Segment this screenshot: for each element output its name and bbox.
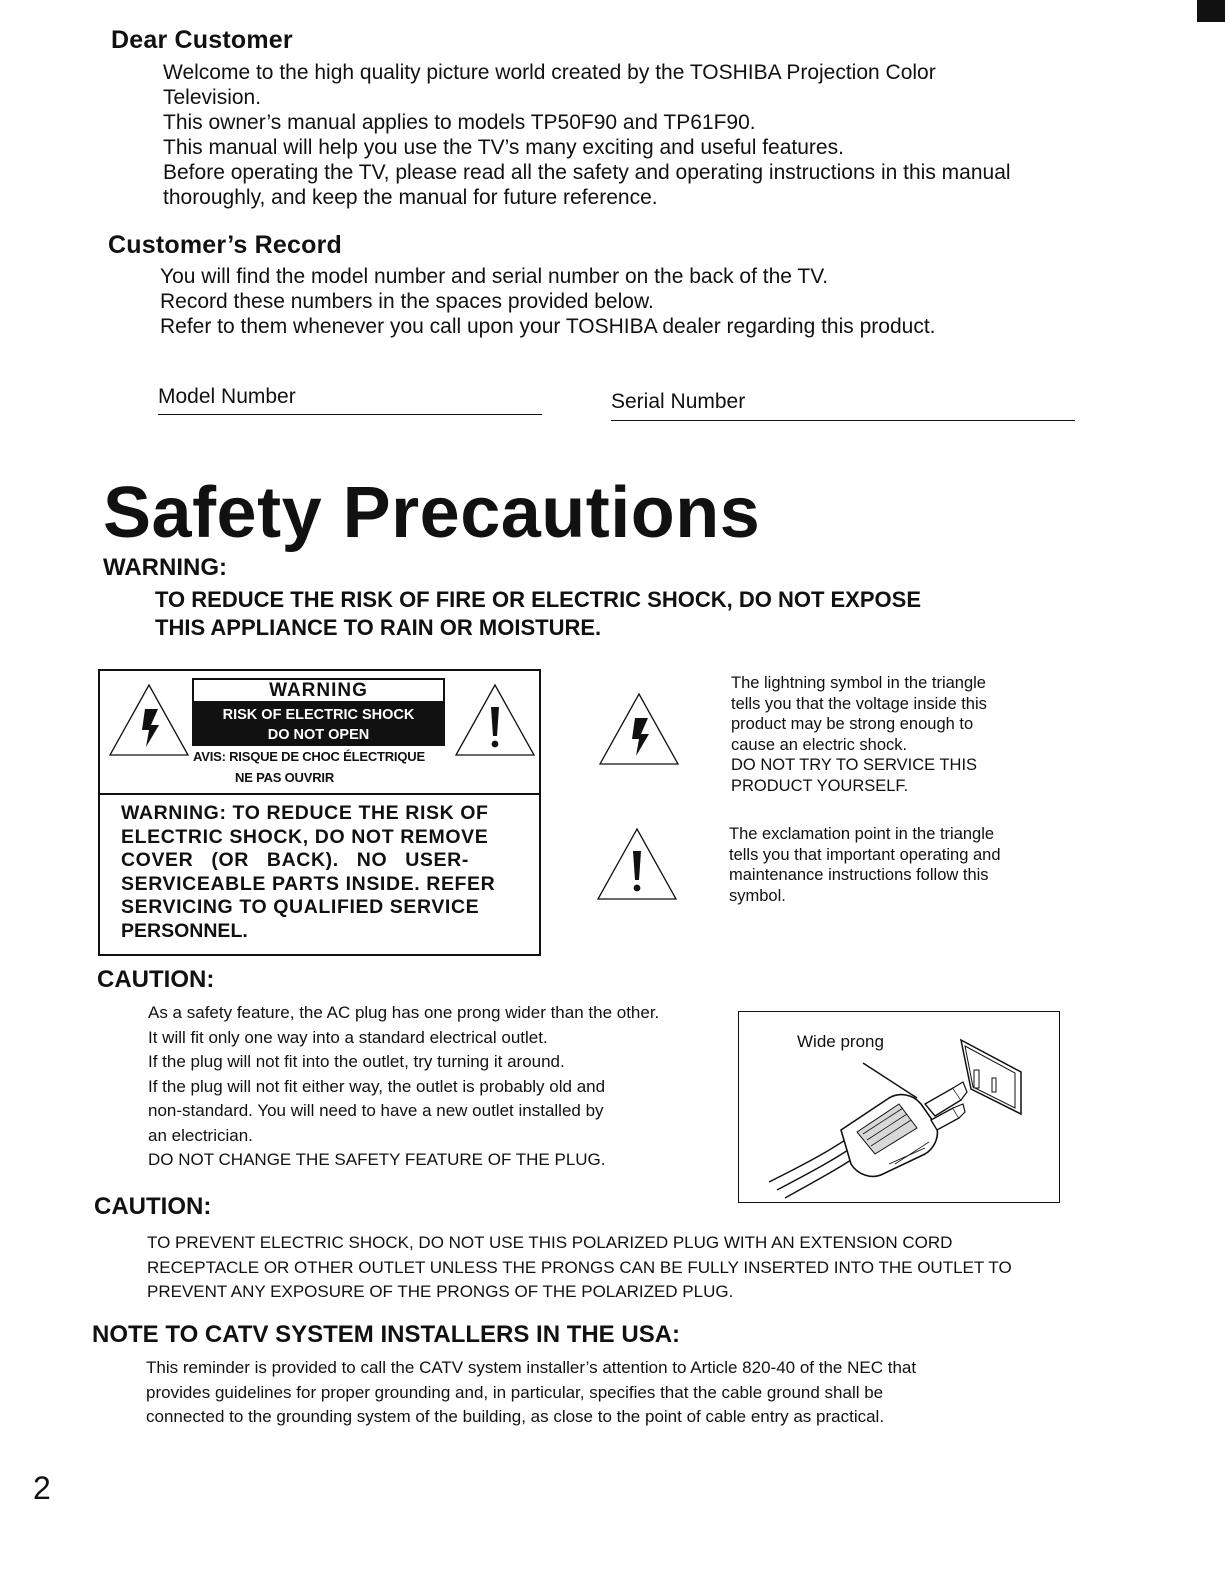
exclamation-desc-line: The exclamation point in the triangle — [729, 825, 995, 843]
exclamation-symbol-description — [729, 824, 1001, 906]
risk-banner-line: RISK OF ELECTRIC SHOCK — [222, 707, 415, 723]
avis-line: AVIS: RISQUE DE CHOC ÉLECTRIQUE — [193, 749, 425, 764]
caution-line: non-standard. You will need to have a new outlet installed by — [148, 1101, 604, 1120]
label-body-line: ELECTRIC SHOCK, DO NOT REMOVE — [121, 825, 489, 848]
model-number-label: Model Number — [158, 385, 296, 408]
dear-customer-line: This manual will help you use the TV’s many exciting and useful features. — [163, 136, 844, 159]
exclamation-desc-line: tells you that important operating and — [729, 845, 1001, 864]
customers-record-heading: Customer’s Record — [108, 231, 343, 259]
dear-customer-line: thoroughly, and keep the manual for future reference. — [163, 186, 658, 209]
label-divider — [98, 793, 541, 795]
customers-record-line: Refer to them whenever you call upon your TOSHIBA dealer regarding this product. — [160, 315, 936, 338]
lightning-triangle-icon — [108, 683, 190, 757]
caution-line: TO PREVENT ELECTRIC SHOCK, DO NOT USE THIS POLARIZED PLUG WITH AN EXTENSION CORD — [147, 1233, 953, 1252]
exclamation-symbol-icon — [596, 827, 678, 901]
label-body-line: COVER (OR BACK). NO USER- — [121, 849, 469, 871]
avis-line: NE PAS OUVRIR — [235, 770, 335, 785]
label-body-line: WARNING: TO REDUCE THE RISK OF — [121, 802, 489, 824]
risk-banner-line: DO NOT OPEN — [267, 727, 370, 743]
serial-number-field[interactable] — [611, 420, 1075, 421]
label-body-line: SERVICEABLE PARTS INSIDE. REFER — [121, 872, 496, 895]
warning-statement — [155, 586, 921, 642]
lightning-symbol-description — [731, 673, 987, 796]
caution-line: If the plug will not fit into the outlet, try turning it around. — [148, 1052, 565, 1071]
exclamation-desc-line: symbol. — [729, 886, 786, 905]
caution-plug-body — [148, 1001, 659, 1173]
caution-line: If the plug will not fit either way, the outlet is probably old and — [148, 1076, 606, 1096]
catv-line: connected to the grounding system of the building, as close to the point of cable entry as practical. — [146, 1407, 885, 1426]
warning-label: WARNING: — [103, 554, 227, 581]
dear-customer-heading: Dear Customer — [111, 26, 293, 54]
catv-line: This reminder is provided to call the CATV system installer’s attention to Article 820-40 of the NEC that — [146, 1358, 917, 1377]
warning-statement-line: TO REDUCE THE RISK OF FIRE OR ELECTRIC SHOCK, DO NOT EXPOSE — [155, 587, 921, 612]
label-body-line: SERVICING TO QUALIFIED SERVICE — [121, 896, 480, 918]
caution-line: It will fit only one way into a standard electrical outlet. — [148, 1027, 548, 1047]
customers-record-body — [160, 264, 935, 339]
caution-line: As a safety feature, the AC plug has one prong wider than the other. — [148, 1003, 660, 1022]
risk-banner — [192, 703, 445, 746]
warning-statement-line: THIS APPLIANCE TO RAIN OR MOISTURE. — [155, 615, 602, 640]
caution-line: an electrician. — [148, 1125, 253, 1145]
caution-line: DO NOT CHANGE THE SAFETY FEATURE OF THE PLUG. — [148, 1150, 606, 1169]
lightning-desc-line: The lightning symbol in the triangle — [731, 674, 986, 692]
label-body-line: PERSONNEL. — [121, 919, 248, 942]
customers-record-line: You will find the model number and serial number on the back of the TV. — [160, 265, 829, 288]
exclamation-desc-line: maintenance instructions follow this — [729, 866, 989, 884]
lightning-symbol-icon — [598, 692, 680, 766]
dear-customer-body — [163, 60, 1011, 210]
polarized-plug-icon — [739, 1012, 1059, 1202]
warning-label-box — [98, 669, 541, 956]
caution-line: RECEPTACLE OR OTHER OUTLET UNLESS THE PRONGS CAN BE FULLY INSERTED INTO THE OUTLET TO — [147, 1257, 1012, 1277]
model-number-field[interactable] — [158, 414, 542, 415]
plug-figure — [738, 1011, 1060, 1203]
catv-body — [146, 1356, 916, 1430]
caution-heading: CAUTION: — [97, 966, 215, 993]
wide-prong-label: Wide prong — [797, 1032, 884, 1051]
dear-customer-line: Before operating the TV, please read all the safety and operating instructions in this manual — [163, 161, 1011, 184]
label-warning-body — [121, 802, 495, 943]
lightning-desc-line: PRODUCT YOURSELF. — [731, 776, 909, 795]
caution-extension-body — [147, 1231, 1012, 1305]
customers-record-line: Record these numbers in the spaces provided below. — [160, 290, 654, 313]
dear-customer-line: This owner’s manual applies to models TP50F90 and TP61F90. — [163, 111, 756, 134]
catv-heading: NOTE TO CATV SYSTEM INSTALLERS IN THE USA: — [92, 1321, 681, 1348]
label-warning-title: WARNING — [192, 678, 445, 703]
scan-corner-mark — [1197, 0, 1225, 22]
dear-customer-line: Television. — [163, 86, 262, 109]
page-title: Safety Precautions — [103, 473, 761, 553]
lightning-desc-line: cause an electric shock. — [731, 735, 908, 754]
serial-number-label: Serial Number — [611, 390, 746, 413]
lightning-desc-line: product may be strong enough to — [731, 715, 974, 733]
catv-line: provides guidelines for proper grounding and, in particular, specifies that the cable ground shall be — [146, 1382, 884, 1402]
lightning-desc-line: DO NOT TRY TO SERVICE THIS — [731, 756, 978, 774]
exclamation-triangle-icon — [454, 683, 536, 757]
caution-line: PREVENT ANY EXPOSURE OF THE PRONGS OF THE POLARIZED PLUG. — [147, 1282, 734, 1301]
lightning-desc-line: tells you that the voltage inside this — [731, 694, 987, 713]
page-number: 2 — [33, 1470, 51, 1506]
dear-customer-line: Welcome to the high quality picture world created by the TOSHIBA Projection Color — [163, 61, 936, 84]
caution-heading: CAUTION: — [94, 1193, 212, 1220]
